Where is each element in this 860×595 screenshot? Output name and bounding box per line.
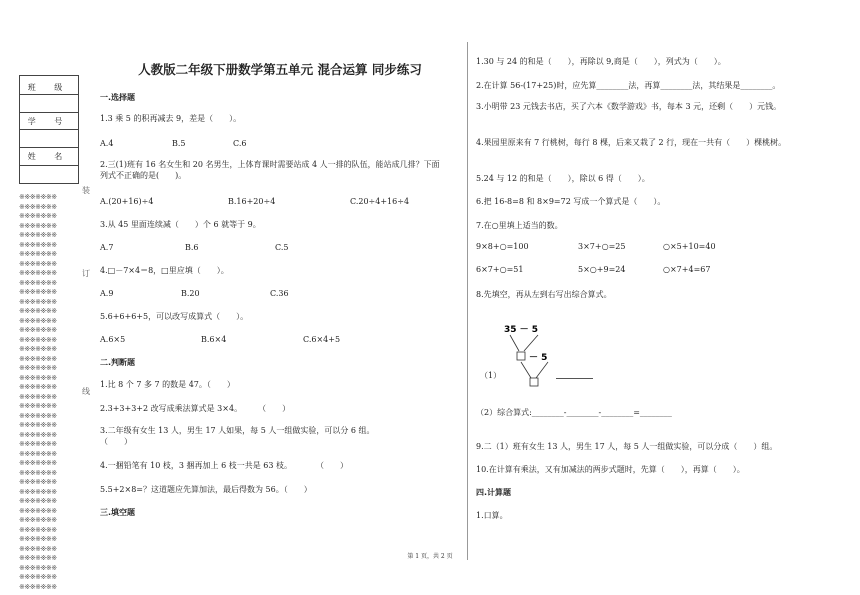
part2-composite: （2）综合算式:________-________-________=________ bbox=[476, 408, 672, 417]
fill-q6: 6.把 16-8=8 和 8×9=72 写成一个算式是（ ）。 bbox=[476, 197, 666, 206]
section-fill: 三.填空题 bbox=[100, 508, 136, 517]
choice-q1-c: C.6 bbox=[233, 139, 247, 148]
calculation-tree-diagram bbox=[476, 320, 616, 392]
tree-second-expression: － 5 bbox=[529, 353, 548, 363]
fill-q5: 5.24 与 12 的和是（ ），除以 6 得（ ）。 bbox=[476, 174, 650, 183]
part1-label: （1） bbox=[480, 371, 502, 380]
judge-q5: 5.5+2×8=？这道题应先算加法，最后得数为 56。（ ） bbox=[100, 485, 312, 494]
fill-q2: 2.在计算 56-(17+25)时，应先算________法，再算________法，其结果是________。 bbox=[476, 81, 781, 90]
fill-q3: 3.小明带 23 元钱去书店，买了六本《数学游戏》书，每本 3 元，还剩（ ）元钱。 bbox=[476, 102, 782, 111]
answer-box-1 bbox=[517, 352, 525, 360]
calc-q1: 1.口算。 bbox=[476, 511, 508, 520]
section-calc: 四.计算题 bbox=[476, 488, 512, 497]
number-label: 学 号 bbox=[27, 117, 71, 126]
choice-q4: 4.□－7×4＝8，□里应填（ ）。 bbox=[100, 266, 229, 275]
answer-box-2 bbox=[530, 378, 538, 386]
choice-q3: 3.从 45 里面连续减（ ）个 6 就等于 9。 bbox=[100, 220, 261, 229]
fill-q10: 10.在计算有乘法，又有加减法的两步式题时，先算（ ），再算（ ）。 bbox=[476, 465, 745, 474]
choice-q2-c: C.20÷4+16÷4 bbox=[350, 197, 410, 206]
divider bbox=[20, 147, 78, 148]
judge-q3: 3.二年级有女生 13 人，男生 17 人如果，每 5 人一组做实验，可以分 6 组。 （ ） bbox=[100, 426, 395, 446]
judge-q1: 1.比 8 个 7 多 7 的数是 47。（ ） bbox=[100, 380, 235, 389]
name-label: 姓 名 bbox=[27, 152, 71, 161]
circle-eq-1: 9×8+○=100 bbox=[476, 242, 529, 251]
divider bbox=[20, 112, 78, 113]
fill-q1: 1.30 与 24 的和是（ ），再除以 9,商是（ ），列式为（ ）。 bbox=[476, 57, 726, 66]
side-mark-xian: 线 bbox=[82, 387, 90, 396]
choice-q1: 1.3 乘 5 的积再减去 9，差是（ ）。 bbox=[100, 114, 242, 123]
circle-eq-6: ○×7+4=67 bbox=[663, 265, 711, 274]
answer-line bbox=[556, 378, 593, 379]
choice-q3-a: A.7 bbox=[100, 243, 114, 252]
page-title: 人教版二年级下册数学第五单元 混合运算 同步练习 bbox=[138, 62, 422, 77]
binding-pattern: ※※※※※※※ ※※※※※※※ ※※※※※※※ ※※※※※※※ ※※※※※※※ ※※※※※※※ ※※※※※※※ ※※※※※※※ ※※※※※※※ ※※※※※※※ ※※※※※※※ ※※※※※※※ ※※※※※※※ ※※※※※※※ ※※※※※※※ ※※※※※※※ ※※※※※※※ ※※※※※※※ ※※※※※※※ ※※※※※※※ ※※※※※※※ ※※※※※※※ ※※※※※※※ ※※※※※※※ ※※※※※※※ ※※※※※※※ ※※※※※※※ ※※※※※※※ ※※※※※※※ ※※※※※※※ ※※※※※※※ ※※※※※※※ ※※※※※※※ ※※※※※※※ ※※※※※※※ ※※※※※※※ ※※※※※※※ ※※※※※※※ ※※※※※※※ ※※※※※※※ ※※※※※※※ ※※※※※※※ bbox=[19, 193, 57, 591]
judge-q4: 4.一捆铅笔有 10 枝，3 捆再加上 6 枝一共是 63 枝。 （ ） bbox=[100, 461, 348, 470]
choice-q4-a: A.9 bbox=[100, 289, 114, 298]
page-footer: 第 1 页，共 2 页 bbox=[407, 553, 453, 560]
choice-q5: 5.6+6+6+5，可以改写成算式（ ）。 bbox=[100, 312, 249, 321]
divider bbox=[20, 165, 78, 166]
choice-q3-b: B.6 bbox=[185, 243, 199, 252]
judge-q2: 2.3+3+3+2 改写成乘法算式是 3×4。 （ ） bbox=[100, 404, 291, 413]
divider bbox=[20, 129, 78, 130]
choice-q4-c: C.36 bbox=[270, 289, 289, 298]
divider bbox=[20, 94, 78, 95]
fill-q8: 8.先填空，再从左到右写出综合算式。 bbox=[476, 290, 612, 299]
circle-eq-2: 3×7+○=25 bbox=[578, 242, 626, 251]
choice-q5-a: A.6×5 bbox=[100, 335, 126, 344]
choice-q2-b: B.16+20÷4 bbox=[228, 197, 276, 206]
fill-q4: 4.果园里原来有 7 行桃树，每行 8 棵，后来又栽了 2 行，现在一共有（ ）棵桃树。 bbox=[476, 138, 787, 147]
fill-q7: 7.在○里填上适当的数。 bbox=[476, 221, 563, 230]
fill-q9: 9.二（1）班有女生 13 人，男生 17 人，每 5 人一组做实验，可以分成（ ）组。 bbox=[476, 442, 778, 451]
section-judge: 二.判断题 bbox=[100, 358, 136, 367]
tree-top-expression: 35 － 5 bbox=[504, 325, 539, 335]
choice-q2-a: A.(20+16)÷4 bbox=[100, 197, 154, 206]
choice-q5-c: C.6×4+5 bbox=[303, 335, 341, 344]
column-divider bbox=[467, 42, 468, 560]
choice-q4-b: B.20 bbox=[181, 289, 200, 298]
choice-q1-a: A.4 bbox=[100, 139, 114, 148]
circle-eq-5: 5×○+9=24 bbox=[578, 265, 626, 274]
side-mark-ding: 订 bbox=[82, 269, 90, 278]
class-label: 班 级 bbox=[27, 83, 71, 92]
side-mark-zhuang: 装 bbox=[82, 186, 90, 195]
choice-q1-b: B.5 bbox=[172, 139, 186, 148]
student-info-box bbox=[19, 75, 79, 184]
choice-q5-b: B.6×4 bbox=[201, 335, 227, 344]
choice-q2: 2.三(1)班有 16 名女生和 20 名男生，上体育课时需要站成 4 人一排的队伍，能站成几排？下面列式不正确的是( )。 bbox=[100, 160, 440, 180]
section-choice: 一.选择题 bbox=[100, 93, 136, 102]
circle-eq-4: 6×7+○=51 bbox=[476, 265, 524, 274]
choice-q3-c: C.5 bbox=[275, 243, 289, 252]
circle-eq-3: ○×5+10=40 bbox=[663, 242, 716, 251]
